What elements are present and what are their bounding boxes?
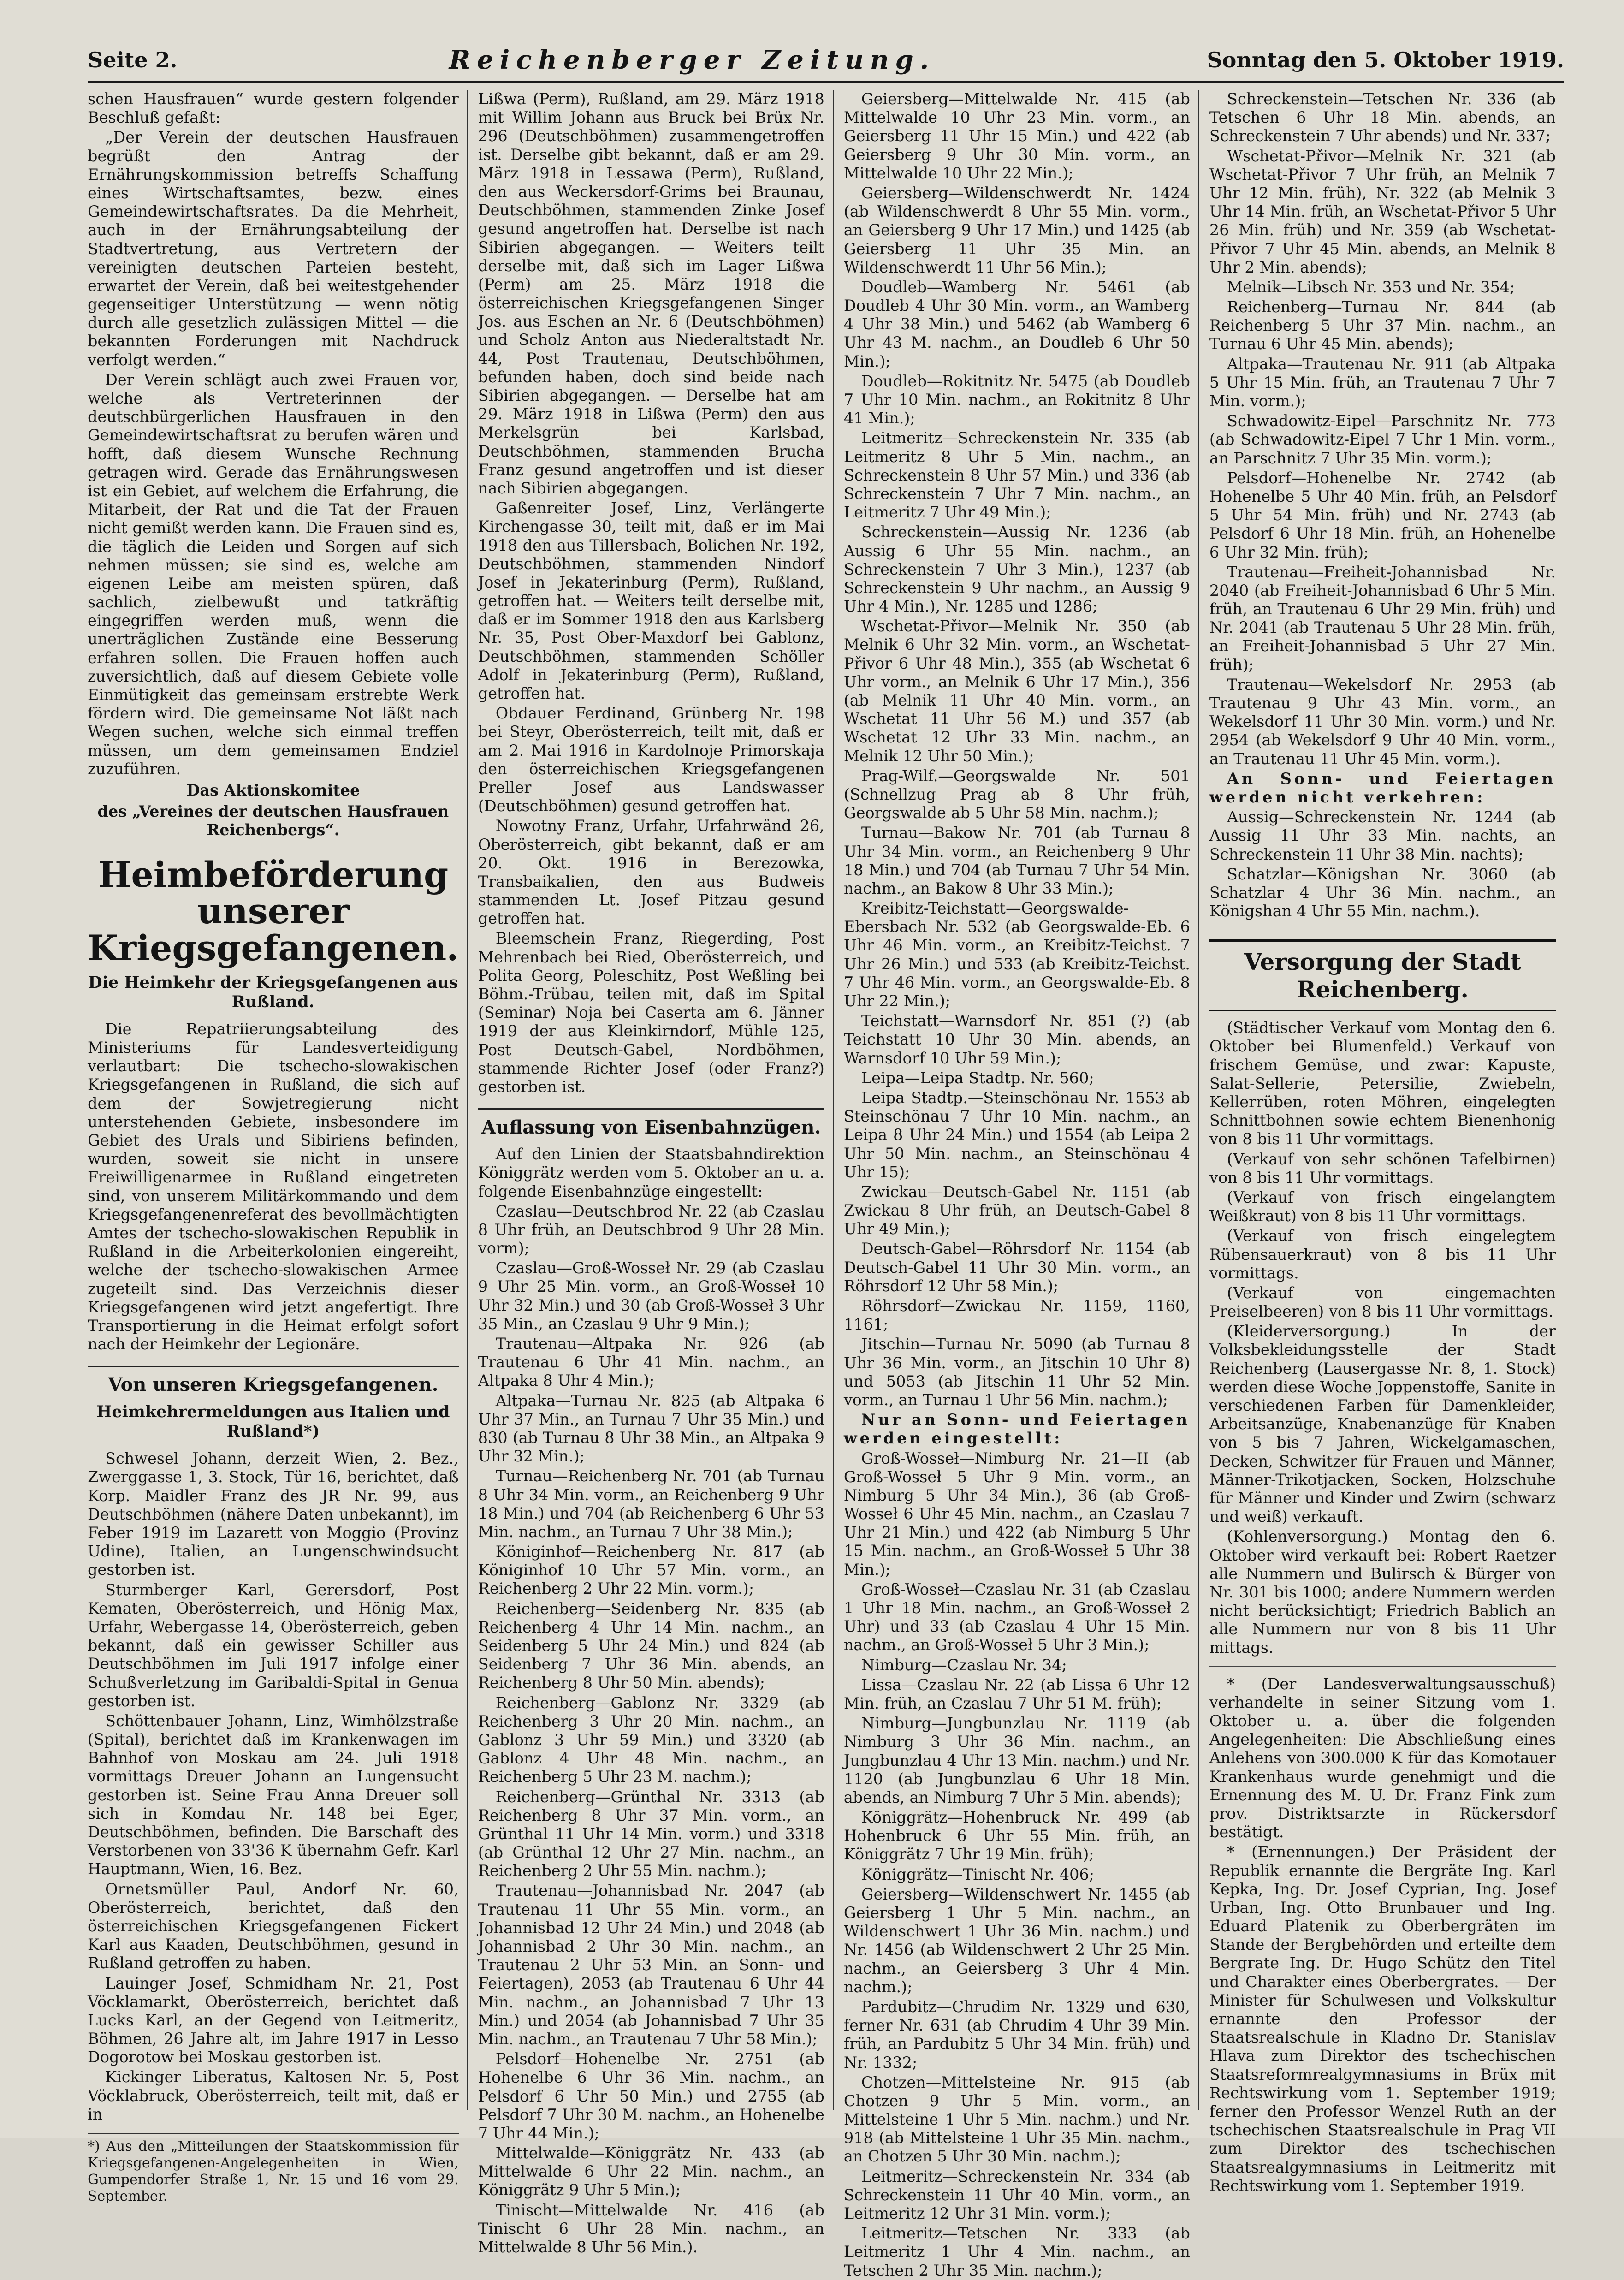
columns (88, 90, 1564, 2280)
train-entry: Zwickau—Deutsch-Gabel Nr. 1151 (ab Zwickau 8 Uhr früh, an Deutsch-Gabel 8 Uhr 49 Min.); (843, 1182, 1190, 1238)
article-paragraph: * (Der Landesverwaltungsausschuß) verhandelte in seiner Sitzung vom 1. Oktober u. a. über die folgenden Angelegenheiten: Die Abschließung eines Anlehens von 300.000 K für das Komotauer Krankenhaus wurde genehmigt und die Ernennung des M. U. Dr. Franz Fink zum prov. Distriktsarzte in Rückersdorf bestätigt. (1209, 1674, 1556, 1841)
train-entry: Leipa Stadtp.—Steinschönau Nr. 1553 ab Steinschönau 7 Uhr 10 Min. nachm., an Leipa 8 Uhr 24 Min.) und 1554 (ab Leipa 2 Uhr 50 Min. nachm., an Steinschönau 4 Uhr 15); (843, 1088, 1190, 1181)
train-entry: Schreckenstein—Tetschen Nr. 336 (ab Tetschen 6 Uhr 18 Min. abends, an Schreckenstein 7 Uhr abends) und Nr. 337; (1209, 90, 1556, 145)
article-paragraph: Schöttenbauer Johann, Linz, Wimhölzstraße (Spital), berichtet daß im Krankenwagen im Bahnhof von Moskau am 24. Juli 1918 vormittags Dreuer Johann an Lungensucht gestorben ist. Seine Frau Anna Dreuer soll sich in Komdau Nr. 148 bei Eger, Deutschböhmen, befinden. Die Barschaft des Verstorbenen von 33'36 K übernahm Gefr. Karl Hauptmann, Wien, 16. Bez. (88, 1711, 459, 1878)
article-paragraph: (Verkauf von frisch eingelangtem Weißkraut) von 8 bis 11 Uhr vormittags. (1209, 1188, 1556, 1225)
train-entry: Tinischt—Mittelwalde Nr. 416 (ab Tinischt 6 Uhr 28 Min. nachm., an Mittelwalde 8 Uhr 56 Min.). (478, 2201, 824, 2256)
article-paragraph: Lißwa (Perm), Rußland, am 29. März 1918 mit Willim Johann aus Bruck bei Brüx Nr. 296 (Deutschböhmen) zusammengetroffen ist. Derselbe gibt bekannt, daß er am 29. März 1918 in Lessawa (Perm), Rußland, den aus Weckersdorf-Grims bei Braunau, Deutschböhmen, stammenden Zinke Josef gesund angetroffen hat. Derselbe ist nach Sibirien abgegangen. — Weiters teilt derselbe mit, daß sich im Lager Lißwa (Perm) am 25. März 1918 die österreichischen Kriegsgefangenen Singer Jos. aus Eschen an Nr. 6 (Deutschböhmen) und Scholz Anton aus Niederaltstadt Nr. 44, Post Trautenau, Deutschböhmen, befunden haben, doch sind beide nach Sibirien abgegangen. — Derselbe hat am 29. März 1918 in Lißwa (Perm) den aus Merkelsgrün bei Karlsbad, Deutschböhmen, stammenden Brucha Franz gesund angetroffen und ist dieser nach Sibirien abgegangen. (478, 90, 824, 497)
column-1 (88, 90, 468, 2205)
subsection-heading: An Sonn- und Feiertagen werden nicht verkehren: (1209, 769, 1556, 806)
train-entry: Czaslau—Groß-Wosseł Nr. 29 (ab Czaslau 9 Uhr 25 Min. vorm., an Groß-Wosseł 10 Uhr 32 Min.) und 30 (ab Groß-Wosseł 3 Uhr 35 Min., an Czaslau 9 Uhr 9 Min.); (478, 1259, 824, 1333)
train-entry: Röhrsdorf—Zwickau Nr. 1159, 1160, 1161; (843, 1297, 1190, 1334)
train-entry: Schreckenstein—Aussig Nr. 1236 (ab Aussig 6 Uhr 55 Min. nachm., an Schreckenstein 7 Uhr 3 Min.), 1237 (ab Schreckenstein 9 Uhr nachm., an Aussig 9 Uhr 4 Min.), Nr. 1285 und 1286; (843, 523, 1190, 616)
train-entry: Leitmeritz—Schreckenstein Nr. 334 (ab Schreckenstein 11 Uhr 40 Min. vorm., an Leitmeritz 12 Uhr 31 Min. vorm.); (843, 2167, 1190, 2222)
train-entry: Groß-Wosseł—Nimburg Nr. 21—II (ab Groß-Wosseł 5 Uhr 9 Min. vorm., an Nimburg 5 Uhr 34 Min.), 36 (ab Groß-Wosseł 6 Uhr 45 Min. nachm., an Czaslau 7 Uhr 21 Min.) und 422 (ab Nimburg 5 Uhr 15 Min. nachm., an Groß-Wosseł 5 Uhr 38 Min.); (843, 1449, 1190, 1579)
train-entry: Wschetat-Přivor—Melnik Nr. 321 (ab Wschetat-Přivor 7 Uhr früh, an Melnik 7 Uhr 12 Min. früh), Nr. 322 (ab Melnik 3 Uhr 14 Min. früh, an Wschetat-Přivor 5 Uhr 26 Min. früh) und Nr. 359 (ab Wschetat-Přivor 7 Uhr 45 Min. abends, an Melnik 8 Uhr 2 Min. abends); (1209, 147, 1556, 276)
train-entry: Deutsch-Gabel—Röhrsdorf Nr. 1154 (ab Deutsch-Gabel 11 Uhr 30 Min. vorm., an Röhrsdorf 12 Uhr 58 Min.); (843, 1240, 1190, 1295)
train-entry: Königgrätz—Hohenbruck Nr. 499 (ab Hohenbruck 6 Uhr 55 Min. früh, an Königgrätz 7 Uhr 19 Min. früh); (843, 1808, 1190, 1864)
article-paragraph: Kickinger Liberatus, Kaltosen Nr. 5, Post Vöcklabruck, Oberösterreich, teilt mit, daß er in (88, 2068, 459, 2123)
section-headline: Versorgung der Stadt Reichenberg. (1209, 939, 1556, 1011)
article-paragraph: (Verkauf von frisch eingelegtem Rübensauerkraut) von 8 bis 11 Uhr vormittags. (1209, 1227, 1556, 1282)
train-entry: Leitmeritz—Schreckenstein Nr. 335 (ab Leitmeritz 8 Uhr 5 Min. nachm., an Schreckenstein 8 Uhr 57 Min.) und 336 (ab Schreckenstein 7 Uhr 7 Min. nachm., an Leitmeritz 7 Uhr 49 Min.); (843, 429, 1190, 522)
column-2 (478, 90, 834, 2256)
issue-date: Sonntag den 5. Oktober 1919. (1207, 48, 1564, 72)
train-entry: Geiersberg—Wildenschwert Nr. 1455 (ab Geiersberg 1 Uhr 5 Min. nachm., an Wildenschwert 1 Uhr 36 Min. nachm.) und Nr. 1456 (ab Wildenschwert 2 Uhr 25 Min. nachm., an Geiersberg 3 Uhr 4 Min. nachm.); (843, 1885, 1190, 1996)
article-paragraph: * (Ernennungen.) Der Präsident der Republik ernannte die Bergräte Ing. Karl Kepka, Ing. Dr. Josef Cyprian, Ing. Josef Urban, Ing. Otto Brunbauer und Ing. Eduard Platenik zu Oberbergräten im Stande der Bergbehörden und erteilte dem Bergrate Ing. Dr. Hugo Schütz den Titel und Charakter eines Oberbergrates. — Der Minister für Schulwesen und Volkskultur ernannte den Professor der Staatsrealschule in Kladno Dr. Stanislav Hlava zum Direktor des tschechischen Staatsreformrealgymnasiums in Brüx mit Rechtswirkung vom 1. September 1919; ferner den Professor Wenzel Ruth an der tschechischen Staatsrealschule in Prag VII zum Direktor des tschechischen Staatsrealgymnasiums in Leitmeritz mit Rechtswirkung vom 1. September 1919. (1209, 1843, 1556, 2195)
train-entry: Lissa—Czaslau Nr. 22 (ab Lissa 6 Uhr 12 Min. früh, an Czaslau 7 Uhr 51 M. früh); (843, 1675, 1190, 1712)
train-entry: Turnau—Reichenberg Nr. 701 (ab Turnau 8 Uhr 34 Min. vorm., an Reichenberg 9 Uhr 18 Min.) und 704 (ab Reichenberg 6 Uhr 53 Min. nachm., an Turnau 7 Uhr 38 Min.); (478, 1467, 824, 1541)
column-3 (843, 90, 1199, 2280)
article-paragraph: Lauinger Josef, Schmidham Nr. 21, Post Vöcklamarkt, Oberösterreich, berichtet daß Lucks Karl, an der Gegend von Leitmeritz, Böhmen, 26 Jahre alt, im Jahre 1917 in Lesso Dogorotow bei Moskau gestorben ist. (88, 1974, 459, 2066)
masthead: Reichenberger Zeitung. (449, 45, 936, 75)
train-entry: Wschetat-Přivor—Melnik Nr. 350 (ab Melnik 6 Uhr 32 Min. vorm., an Wschetat-Přivor 6 Uhr 48 Min.), 355 (ab Wschetat 6 Uhr vorm., an Melnik 6 Uhr 17 Min.), 356 (ab Melnik 11 Uhr 40 Min. vorm., an Wschetat 11 Uhr 56 M.) und 357 (ab Wschetat 12 Uhr 33 Min. nachm., an Melnik 12 Uhr 50 Min.); (843, 617, 1190, 765)
train-entry: Trautenau—Altpaka Nr. 926 (ab Trautenau 6 Uhr 41 Min. nachm., an Altpaka 8 Uhr 4 Min.); (478, 1335, 824, 1390)
subheadline: Heimkehrermeldungen aus Italien und Rußland*) (96, 1402, 450, 1441)
headline: Heimbeförderung unserer Kriegsgefangenen. (88, 854, 459, 969)
article-paragraph: (Kohlenversorgung.) Montag den 6. Oktober wird verkauft bei: Robert Raetzer alle Nummern und Bulirsch & Bürger von Nr. 301 bis 1000; andere Nummern werden nicht berücksichtigt; Friedrich Bablich an alle Nummern nur von 8 bis 11 Uhr mittags. (1209, 1527, 1556, 1657)
train-entry: Reichenberg—Gablonz Nr. 3329 (ab Reichenberg 3 Uhr 20 Min. nachm., an Gablonz 3 Uhr 59 Min.) und 3320 (ab Gablonz 4 Uhr 48 Min. nachm., an Reichenberg 5 Uhr 23 M. nachm.); (478, 1693, 824, 1786)
train-entry: Schatzlar—Königshan Nr. 3060 (ab Schatzlar 4 Uhr 36 Min. nachm., an Königshan 4 Uhr 55 Min. nachm.). (1209, 865, 1556, 920)
train-entry: Teichstatt—Warnsdorf Nr. 851 (?) (ab Teichstatt 10 Uhr 30 Min. abends, an Warnsdorf 10 Uhr 59 Min.); (843, 1012, 1190, 1067)
section-title: Von unseren Kriegsgefangenen. (88, 1366, 459, 1396)
train-entry: Melnik—Libsch Nr. 353 und Nr. 354; (1227, 278, 1515, 296)
article-paragraph: Bleemschein Franz, Riegerding, Post Mehrenbach bei Ried, Oberösterreich, und Polita Georg, Poleschitz, Post Weßling bei Böhm.-Trübau, teilen mit, daß im Spital (Seminar) Noja bei Caserta am 6. Jänner 1919 der aus Kleinkirndorf, Mühle 125, Post Deutsch-Gabel, Nordböhmen, stammende Richter Josef (oder Franz?) gestorben ist. (478, 929, 824, 1096)
train-entry: Geiersberg—Mittelwalde Nr. 415 (ab Mittelwalde 10 Uhr 23 Min. vorm., an Geiersberg 11 Uhr 15 Min.) und 422 (ab Geiersberg 9 Uhr 30 Min. vorm., an Mittelwalde 10 Uhr 22 Min.); (843, 90, 1190, 182)
article-paragraph: Schwesel Johann, derzeit Wien, 2. Bez., Zwerggasse 1, 3. Stock, Tür 16, berichtet, daß Korp. Maidler Franz des JR Nr. 99, aus Deutschböhmen (nähere Daten unbekannt), im Feber 1919 im Lazarett von Moggio (Provinz Udine), Italien, an Lungenschwindsucht gestorben ist. (88, 1449, 459, 1579)
train-entry: Reichenberg—Turnau Nr. 844 (ab Reichenberg 5 Uhr 37 Min. nachm., an Turnau 6 Uhr 45 Min. abends); (1209, 298, 1556, 353)
train-entry: Leipa—Leipa Stadtp. Nr. 560; (861, 1069, 1094, 1087)
signature-line: des „Vereines der deutschen Hausfrauen Reichenbergs“. (97, 802, 449, 839)
train-entry: Nimburg—Jungbunzlau Nr. 1119 (ab Nimburg 3 Uhr 36 Min. nachm., an Jungbunzlau 4 Uhr 13 Min. nachm.) und Nr. 1120 (ab Jungbunzlau 6 Uhr 18 Min. abends, an Nimburg 7 Uhr 5 Min. abends); (843, 1714, 1190, 1806)
train-entry: Pardubitz—Chrudim Nr. 1329 und 630, ferner Nr. 631 (ab Chrudim 4 Uhr 39 Min. früh, an Pardubitz 5 Uhr 34 Min. früh) und Nr. 1332; (843, 1997, 1190, 2072)
train-entry: Königinhof—Reichenberg Nr. 817 (ab Königinhof 10 Uhr 57 Min. vorm., an Reichenberg 2 Uhr 22 Min. vorm.); (478, 1543, 824, 1598)
article-paragraph: schen Hausfrauen“ wurde gestern folgender Beschluß gefaßt: (88, 90, 459, 127)
page-header (88, 39, 1564, 83)
article-paragraph: „Der Verein der deutschen Hausfrauen begrüßt den Antrag der Ernährungskommission betreffs Schaffung eines Wirtschaftsamtes, bezw. eines Gemeindewirtschaftsrates. Da die Mehrheit, auch in der Ernährungsabteilung der Stadtvertretung, aus Vertretern der vereinigten deutschen Parteien besteht, erwartet der Verein, daß bei weitestgehender gegenseitiger Unterstützung — wenn nötig durch alle gesetzlich zulässigen Mittel — die bekannten Forderungen mit Nachdruck verfolgt werden.“ (88, 128, 459, 369)
article-paragraph: Auf den Linien der Staatsbahndirektion Königgrätz werden vom 5. Oktober an u. a. folgende Eisenbahnzüge eingestellt: (478, 1145, 824, 1200)
article-paragraph: Nowotny Franz, Urfahr, Urfahrwänd 26, Oberösterreich, gibt bekannt, daß er am 20. Okt. 1916 in Berezowka, Transbaikalien, den aus Budweis stammenden Lt. Josef Pitzau gesund getroffen hat. (478, 817, 824, 928)
train-entry: Nimburg—Czaslau Nr. 34; (861, 1656, 1067, 1674)
article-paragraph: Sturmberger Karl, Gerersdorf, Post Kematen, Oberösterreich, und Hönig Max, Urfahr, Webergasse 14, Oberösterreich, geben bekannt, daß ein gewisser Schiller aus Deutschböhmen im Juli 1917 infolge einer Schußverletzung im Garibaldi-Spital in Genua gestorben ist. (88, 1580, 459, 1710)
train-entry: Prag-Wilf.—Georgswalde Nr. 501 (Schnellzug Prag ab 8 Uhr früh, Georgswalde ab 5 Uhr 58 Min. nachm.); (843, 766, 1190, 822)
article-paragraph: Der Verein schlägt auch zwei Frauen vor, welche als Vertreterinnen der deutschbürgerlichen Hausfrauen in den Gemeindewirtschaftsrat zu berufen wären und hofft, daß diesem Wunsche Rechnung getragen wird. Gerade das Ernährungswesen ist ein Gebiet, auf welchem die Erfahrung, die Mitarbeit, der Rat und die Tat der Frauen nicht gemißt werden kann. Die Frauen sind es, die täglich die Leiden und Sorgen auf sich nehmen müssen; sie sind es, welche am eigenen Leibe am meisten spüren, daß sachlich, zielbewußt und tatkräftig eingegriffen werden muß, wenn die unerträglichen Zustände eine Besserung erfahren sollen. Die Frauen hoffen auch zuversichtlich, daß auf diesem Gebiete volle Einmütigkeit das gemeinsam erstrebte Werk fördern wird. Die gemeinsame Not läßt nach Wegen suchen, welche sich einmal treffen müssen, um dem gemeinsamen Endziel zuzuführen. (88, 370, 459, 778)
train-entry: Pelsdorf—Hohenelbe Nr. 2751 (ab Hohenelbe 6 Uhr 36 Min. nachm., an Pelsdorf 6 Uhr 50 Min.) und 2755 (ab Pelsdorf 7 Uhr 30 M. nachm., an Hohenelbe 7 Uhr 44 Min.); (478, 2050, 824, 2142)
train-entry: Schwadowitz-Eipel—Parschnitz Nr. 773 (ab Schwadowitz-Eipel 7 Uhr 1 Min. vorm., an Parschnitz 7 Uhr 35 Min. vorm.); (1209, 412, 1556, 467)
train-entry: Reichenberg—Seidenberg Nr. 835 (ab Reichenberg 4 Uhr 14 Min. nachm., an Seidenberg 5 Uhr 24 Min.) und 824 (ab Seidenberg 7 Uhr 36 Min. abends, an Reichenberg 8 Uhr 50 Min. abends); (478, 1599, 824, 1692)
train-entry: Doudleb—Wamberg Nr. 5461 (ab Doudleb 4 Uhr 30 Min. vorm., an Wamberg 4 Uhr 38 Min.) und 5462 (ab Wamberg 6 Uhr 43 M. nachm., an Doudleb 6 Uhr 50 Min.); (843, 278, 1190, 370)
train-entry: Trautenau—Wekelsdorf Nr. 2953 (ab Trautenau 9 Uhr 43 Min. vorm., an Wekelsdorf 11 Uhr 30 Min. vorm.) und Nr. 2954 (ab Wekelsdorf 9 Uhr 40 Min. vorm., an Trautenau 11 Uhr 45 Min. vorm.). (1209, 675, 1556, 768)
train-entry: Trautenau—Johannisbad Nr. 2047 (ab Trautenau 11 Uhr 55 Min. vorm., an Johannisbad 12 Uhr 24 Min.) und 2048 (ab Johannisbad 2 Uhr 30 Min. nachm., an Trautenau 2 Uhr 53 Min. an Sonn- und Feiertagen), 2053 (ab Trautenau 6 Uhr 44 Min. nachm., an Johannisbad 7 Uhr 13 Min.) und 2054 (ab Johannisbad 7 Uhr 35 Min. nachm., an Trautenau 7 Uhr 58 Min.); (478, 1882, 824, 2048)
subheadline: Die Heimkehr der Kriegsgefangenen aus Rußland. (88, 973, 458, 1011)
train-entry: Trautenau—Freiheit-Johannisbad Nr. 2040 (ab Freiheit-Johannisbad 6 Uhr 5 Min. früh, an Trautenau 6 Uhr 29 Min. früh) und Nr. 2041 (ab Trautenau 5 Uhr 28 Min. früh, an Freiheit-Johannisbad 5 Uhr 27 Min. früh); (1209, 563, 1556, 674)
train-entry: Pelsdorf—Hohenelbe Nr. 2742 (ab Hohenelbe 5 Uhr 40 Min. früh, an Pelsdorf 5 Uhr 54 Min. früh) und Nr. 2743 (ab Pelsdorf 6 Uhr 18 Min. früh, an Hohenelbe 6 Uhr 32 Min. früh); (1209, 469, 1556, 561)
train-entry: Altpaka—Turnau Nr. 825 (ab Altpaka 6 Uhr 37 Min., an Turnau 7 Uhr 35 Min.) und 830 (ab Turnau 8 Uhr 38 Min., an Altpaka 9 Uhr 32 Min.); (478, 1391, 824, 1466)
train-entry: Czaslau—Deutschbrod Nr. 22 (ab Czaslau 8 Uhr früh, an Deutschbrod 9 Uhr 28 Min. vorm); (478, 1202, 824, 1258)
subsection-heading: Nur an Sonn- und Feiertagen werden eingestellt: (843, 1411, 1190, 1448)
train-entry: Reichenberg—Grünthal Nr. 3313 (ab Reichenberg 8 Uhr 37 Min. vorm., an Grünthal 11 Uhr 14 Min. vorm.) und 3318 (ab Grünthal 12 Uhr 27 Min. nachm., an Reichenberg 2 Uhr 55 Min. nachm.); (478, 1787, 824, 1880)
train-entry: Geiersberg—Wildenschwerdt Nr. 1424 (ab Wildenschwerdt 8 Uhr 55 Min. vorm., an Geiersberg 9 Uhr 17 Min.) und 1425 (ab Geiersberg 11 Uhr 35 Min. an Wildenschwerdt 11 Uhr 56 Min.); (843, 184, 1190, 276)
train-entry: Turnau—Bakow Nr. 701 (ab Turnau 8 Uhr 34 Min. vorm., an Reichenberg 9 Uhr 18 Min.) und 704 (ab Turnau 7 Uhr 54 Min. nachm., an Bakow 8 Uhr 33 Min.); (843, 824, 1190, 897)
column-4 (1209, 90, 1564, 2195)
article-paragraph: Obdauer Ferdinand, Grünberg Nr. 198 bei Steyr, Oberösterreich, teilt mit, daß er am 2. Mai 1916 in Kardolnoje Primorskaja den österreichischen Kriegsgefangenen Preller Josef aus Landswasser (Deutschböhmen) gesund getroffen hat. (478, 704, 824, 815)
train-entry: Groß-Wosseł—Czaslau Nr. 31 (ab Czaslau 1 Uhr 18 Min. nachm., an Groß-Wosseł 2 Uhr) und 33 (ab Czaslau 4 Uhr 15 Min. nachm., an Groß-Wosseł 5 Uhr 3 Min.); (843, 1580, 1190, 1654)
section-title: Auflassung von Eisenbahnzügen. (478, 1108, 824, 1139)
divider (1209, 1666, 1556, 1667)
article-paragraph: (Städtischer Verkauf vom Montag den 6. Oktober bei Blumenfeld.) Verkauf von frischem Gemüse, und zwar: Kapuste, Salat-Sellerie, Petersilie, Zwiebeln, Kellerrüben, roten Möhren, eingelegten Schnittbohnen sowie echtem Bienenhonig von 8 bis 11 Uhr vormittags. (1209, 1019, 1556, 1148)
train-entry: Aussig—Schreckenstein Nr. 1244 (ab Aussig 11 Uhr 33 Min. nachts, an Schreckenstein 11 Uhr 38 Min. nachts); (1209, 808, 1556, 863)
train-entry: Mittelwalde—Königgrätz Nr. 433 (ab Mittelwalde 6 Uhr 22 Min. nachm., an Königgrätz 9 Uhr 5 Min.); (478, 2144, 824, 2199)
article-paragraph: (Verkauf von eingemachten Preiselbeeren) von 8 bis 11 Uhr vormittags. (1209, 1283, 1556, 1321)
train-entry: Doudleb—Rokitnitz Nr. 5475 (ab Doudleb 7 Uhr 10 Min. nachm., an Rokitnitz 8 Uhr 41 Min.); (843, 372, 1190, 428)
train-entry: Altpaka—Trautenau Nr. 911 (ab Altpaka 5 Uhr 15 Min. früh, an Trautenau 7 Uhr 7 Min. vorm.); (1209, 355, 1556, 410)
article-paragraph: (Kleiderversorgung.) In der Volksbekleidungsstelle der Stadt Reichenberg (Lausergasse Nr. 8, 1. Stock) werden diese Woche Joppenstoffe, Sanite in verschiedenen Farben für Damenkleider, Arbeitsanzüge, Knabenanzüge für Knaben von 5 bis 7 Jahren, Wickelgamaschen, Decken, Schwitzer für Frauen und Männer, Männer-Trikotjacken, Socken, Holzschuhe für Männer und Kinder und Zwirn (schwarz und weiß) verkauft. (1209, 1322, 1556, 1526)
article-paragraph: Gaßenreiter Josef, Linz, Verlängerte Kirchengasse 30, teilt mit, daß er im Mai 1918 den aus Tillersbach, Bolichen Nr. 192, Deutschböhmen, stammenden Nindorf Josef in Jekaterinburg (Perm), Rußland, getroffen hat. — Weiters teilt derselbe mit, daß er im Sommer 1918 den aus Karlsberg Nr. 35, Post Ober-Maxdorf bei Gablonz, Deutschböhmen, stammenden Schöller Adolf in Jekaterinburg (Perm), Rußland, getroffen hat. (478, 499, 824, 702)
train-entry: Königgrätz—Tinischt Nr. 406; (861, 1865, 1095, 1883)
train-entry: Leitmeritz—Tetschen Nr. 333 (ab Leitmeritz 1 Uhr 4 Min. nachm., an Tetschen 2 Uhr 35 Min. nachm.); (843, 2224, 1190, 2280)
footnote: *) Aus den „Mitteilungen der Staatskommission für Kriegsgefangenen-Angelegenheiten in Wien, Gumpendorfer Straße 1, Nr. 15 und 16 vom 29. September. (88, 2133, 459, 2205)
article-paragraph: Ornetsmüller Paul, Andorf Nr. 60, Oberösterreich, berichtet, daß den österreichischen Kriegsgefangenen Fickert Karl aus Kaaden, Deutschböhmen, gesund in Rußland getroffen zu haben. (88, 1880, 459, 1972)
signature-line: Das Aktionskomitee (186, 781, 360, 799)
train-entry: Chotzen—Mittelsteine Nr. 915 (ab Chotzen 9 Uhr 5 Min. vorm., an Mittelsteine 1 Uhr 5 Min. nachm.) und Nr. 918 (ab Mittelsteine 1 Uhr 35 Min. nachm., an Chotzen 5 Uhr 30 Min. nachm.); (843, 2073, 1190, 2166)
page-number: Seite 2. (88, 48, 178, 72)
train-entry: Jitschin—Turnau Nr. 5090 (ab Turnau 8 Uhr 36 Min. vorm., an Jitschin 10 Uhr 8) und 5053 (ab Jitschin 11 Uhr 52 Min. vorm., an Turnau 1 Uhr 56 Min. nachm.); (843, 1335, 1190, 1409)
article-paragraph: Die Repatriierungsabteilung des Ministeriums für Landesverteidigung verlautbart: Die tschecho-slowakischen Kriegsgefangenen in Rußland, die sich auf dem der Sowjetregierung nicht unterstehenden Gebiete, insbesondere im Gebiet des Urals und Sibiriens befinden, wurden, soweit sie nicht in unsere Freiwilligenarmee in Rußland eingetreten sind, von unserem Militärkommando und dem Kriegsgefangenenreferat des bevollmächtigten Amtes der tschecho-slowakischen Republik in Rußland in die Arbeiterkolonien eingereiht, welche der tschecho-slowakischen Armee zugeteilt sind. Das Verzeichnis dieser Kriegsgefangenen wird jetzt angefertigt. Ihre Transportierung in die Heimat erfolgt sofort nach der Heimkehr der Legionäre. (88, 1020, 459, 1354)
article-paragraph: (Verkauf von sehr schönen Tafelbirnen) von 8 bis 11 Uhr vormittags. (1209, 1150, 1556, 1187)
train-entry: Kreibitz-Teichstatt—Georgswalde-Ebersbach Nr. 532 (ab Georgswalde-Eb. 6 Uhr 46 Min. vorm., an Kreibitz-Teichst. 7 Uhr 26 Min.) und 533 (ab Kreibitz-Teichst. 7 Uhr 46 Min. vorm., an Georgswalde-Eb. 8 Uhr 22 Min.); (843, 899, 1190, 1010)
